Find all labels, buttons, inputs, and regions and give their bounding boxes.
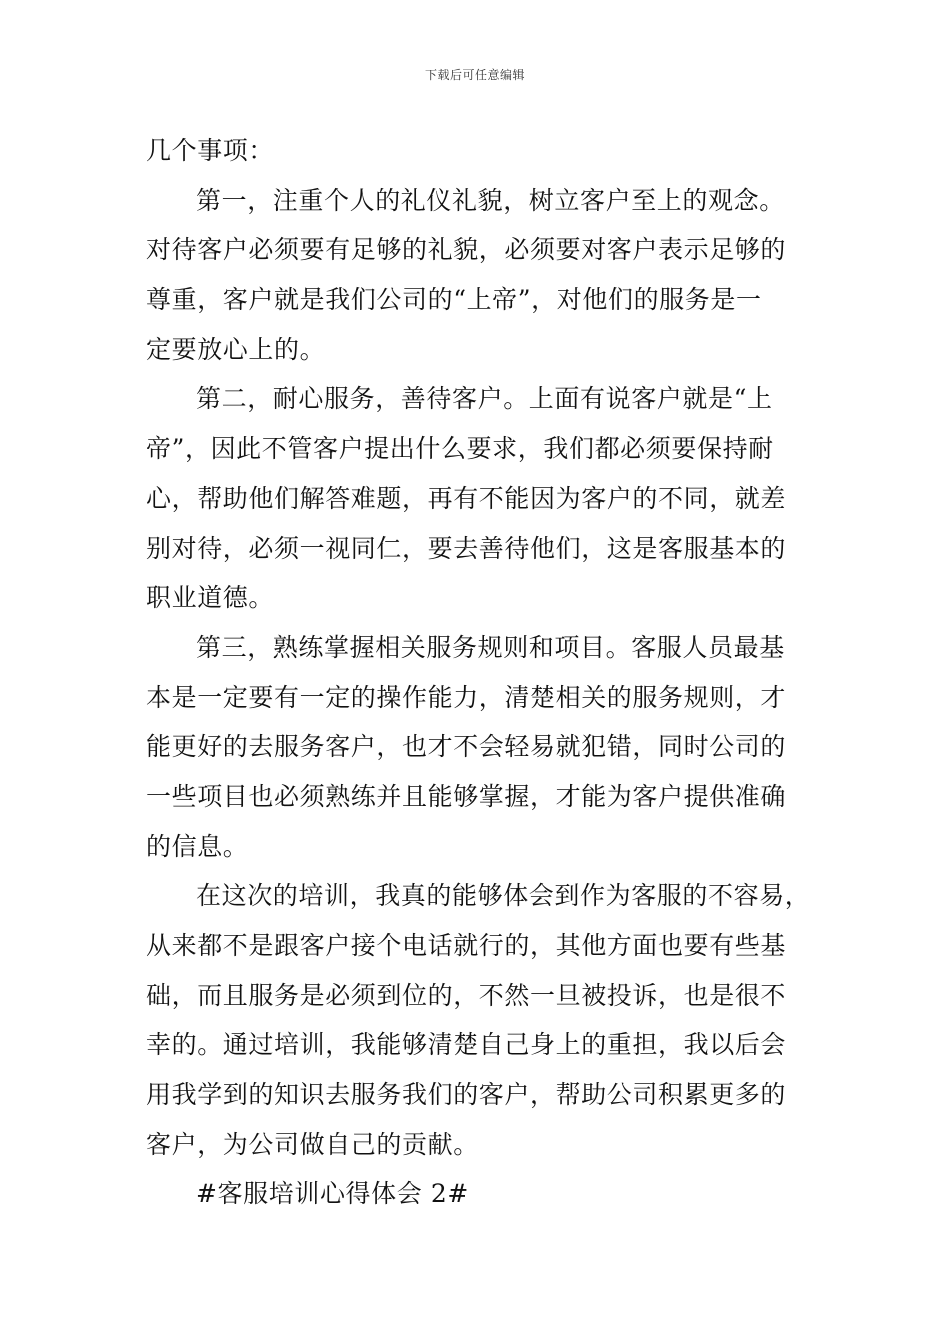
text-line: 职业道德。	[146, 583, 275, 613]
text-line: 帝”，因此不管客户提出什么要求，我们都必须要保持耐	[146, 434, 774, 464]
text-line: 别对待，必须一视同仁，要去善待他们，这是客服基本的	[146, 533, 787, 563]
text-line: 幸的。通过培训，我能够清楚自己身上的重担，我以后会	[146, 1030, 787, 1060]
text-line: 第三，熟练掌握相关服务规则和项目。客服人员最基	[196, 632, 785, 662]
text-line: 客户，为公司做自己的贡献。	[146, 1129, 479, 1159]
text-line: #客服培训心得体会 2#	[196, 1179, 469, 1209]
page-header: 下载后可任意编辑	[424, 68, 525, 82]
text-line: 的信息。	[146, 831, 249, 861]
document-body	[146, 126, 814, 1219]
text-line: 第一，注重个人的礼仪礼貌，树立客户至上的观念。	[196, 185, 785, 215]
text-line: 一些项目也必须熟练并且能够掌握，才能为客户提供准确	[146, 781, 787, 811]
text-line: 对待客户必须要有足够的礼貌，必须要对客户表示足够的	[146, 235, 787, 265]
text-line: 定要放心上的。	[146, 334, 326, 364]
text-line: 第二，耐心服务，善待客户。上面有说客户就是“上	[196, 384, 773, 414]
text-line: 几个事项：	[146, 136, 275, 165]
text-line: 从来都不是跟客户接个电话就行的，其他方面也要有些基	[146, 931, 787, 960]
text-line: 能更好的去服务客户，也才不会轻易就犯错，同时公司的	[146, 732, 787, 762]
text-line: 尊重，客户就是我们公司的“上帝”，对他们的服务是一	[146, 285, 762, 315]
text-line: 心，帮助他们解答难题，再有不能因为客户的不同，就差	[146, 483, 787, 513]
text-line: 用我学到的知识去服务我们的客户，帮助公司积累更多的	[146, 1080, 787, 1110]
text-line: 础，而且服务是必须到位的，不然一旦被投诉，也是很不	[146, 980, 787, 1010]
text-line: 在这次的培训，我真的能够体会到作为客服的不容易，	[196, 881, 811, 911]
text-line: 本是一定要有一定的操作能力，清楚相关的服务规则，才	[146, 682, 787, 712]
